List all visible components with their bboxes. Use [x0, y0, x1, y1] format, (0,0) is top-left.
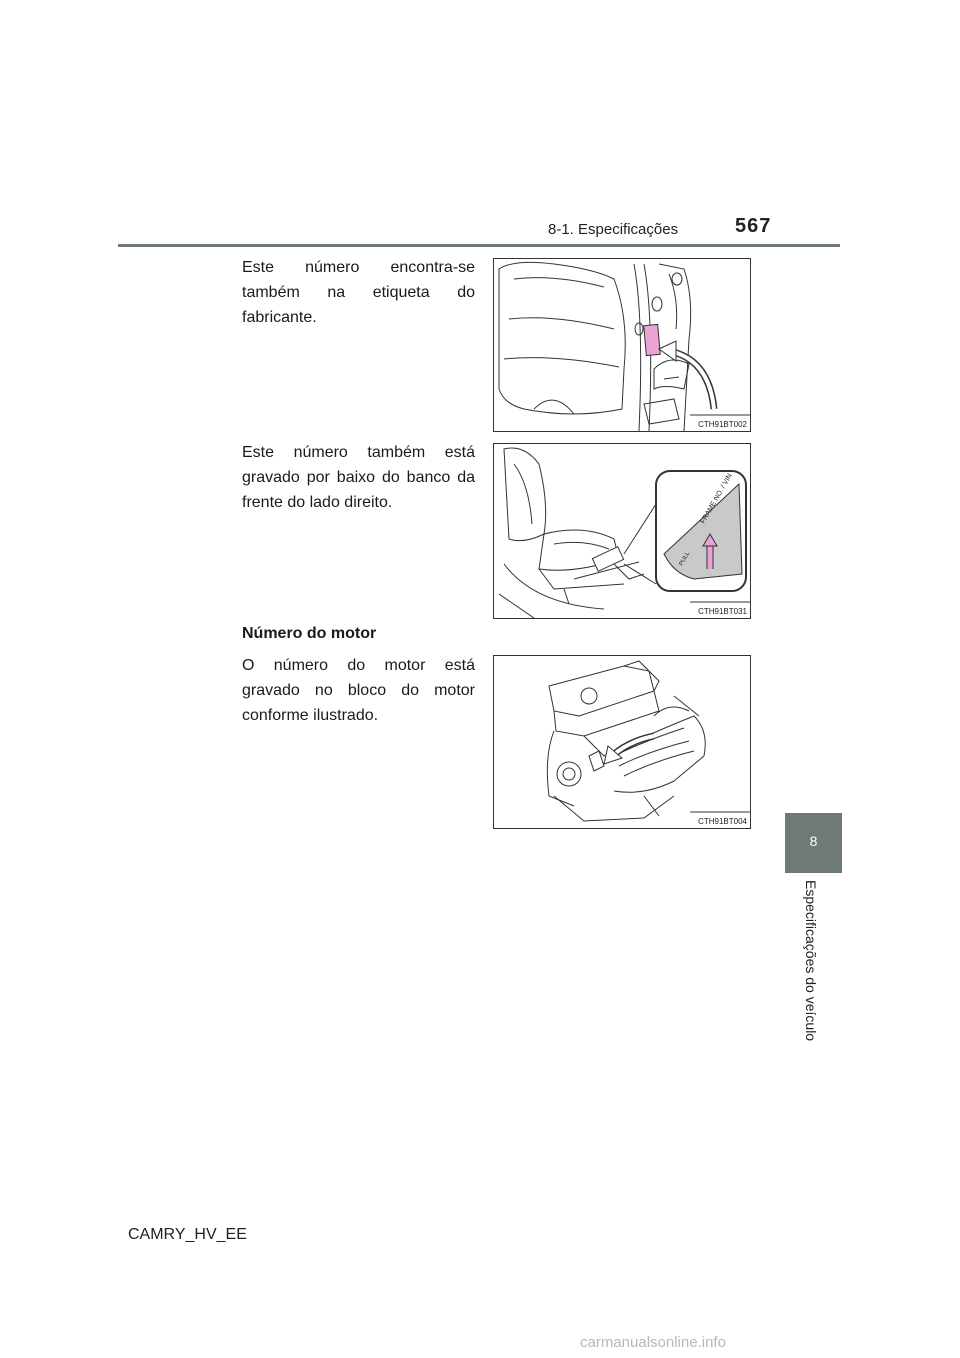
header-section-title: 8-1. Especificações: [548, 221, 679, 238]
footer-doc-code: CAMRY_HV_EE: [128, 1226, 247, 1243]
inset-pull-label: PULL: [678, 550, 692, 567]
watermark: carmanualsonline.info: [580, 1334, 726, 1351]
paragraph-manufacturer-label: Este número encontra-se também na etiqueta do fabricante.: [242, 259, 475, 326]
heading-engine-number: Número do motor: [242, 625, 377, 642]
figure-code: CTH91BT002: [698, 420, 747, 429]
inset-frame-label: FRAME NO. / VIN: [699, 472, 734, 525]
header-rule: [118, 244, 840, 247]
figure-code: CTH91BT004: [698, 817, 747, 826]
figure-door-pillar: [493, 258, 751, 432]
side-tab-number: 8: [809, 833, 818, 849]
paragraph-engine-block: O número do motor está gravado no bloco do motor conforme ilustrado.: [242, 657, 475, 724]
side-tab-title-text: Especificações do veículo: [803, 880, 819, 1042]
figure-seat-floor: [493, 443, 751, 619]
seat-floor-illustration: [494, 444, 750, 618]
page-number: 567: [735, 215, 772, 237]
figure-code: CTH91BT031: [698, 607, 747, 616]
paragraph-under-seat: Este número também está gravado por baixo do banco da frente do lado direito.: [242, 444, 475, 511]
engine-illustration: [494, 656, 750, 828]
side-tab-title: [803, 880, 823, 1060]
door-pillar-illustration: [494, 259, 750, 431]
figure-engine: [493, 655, 751, 829]
